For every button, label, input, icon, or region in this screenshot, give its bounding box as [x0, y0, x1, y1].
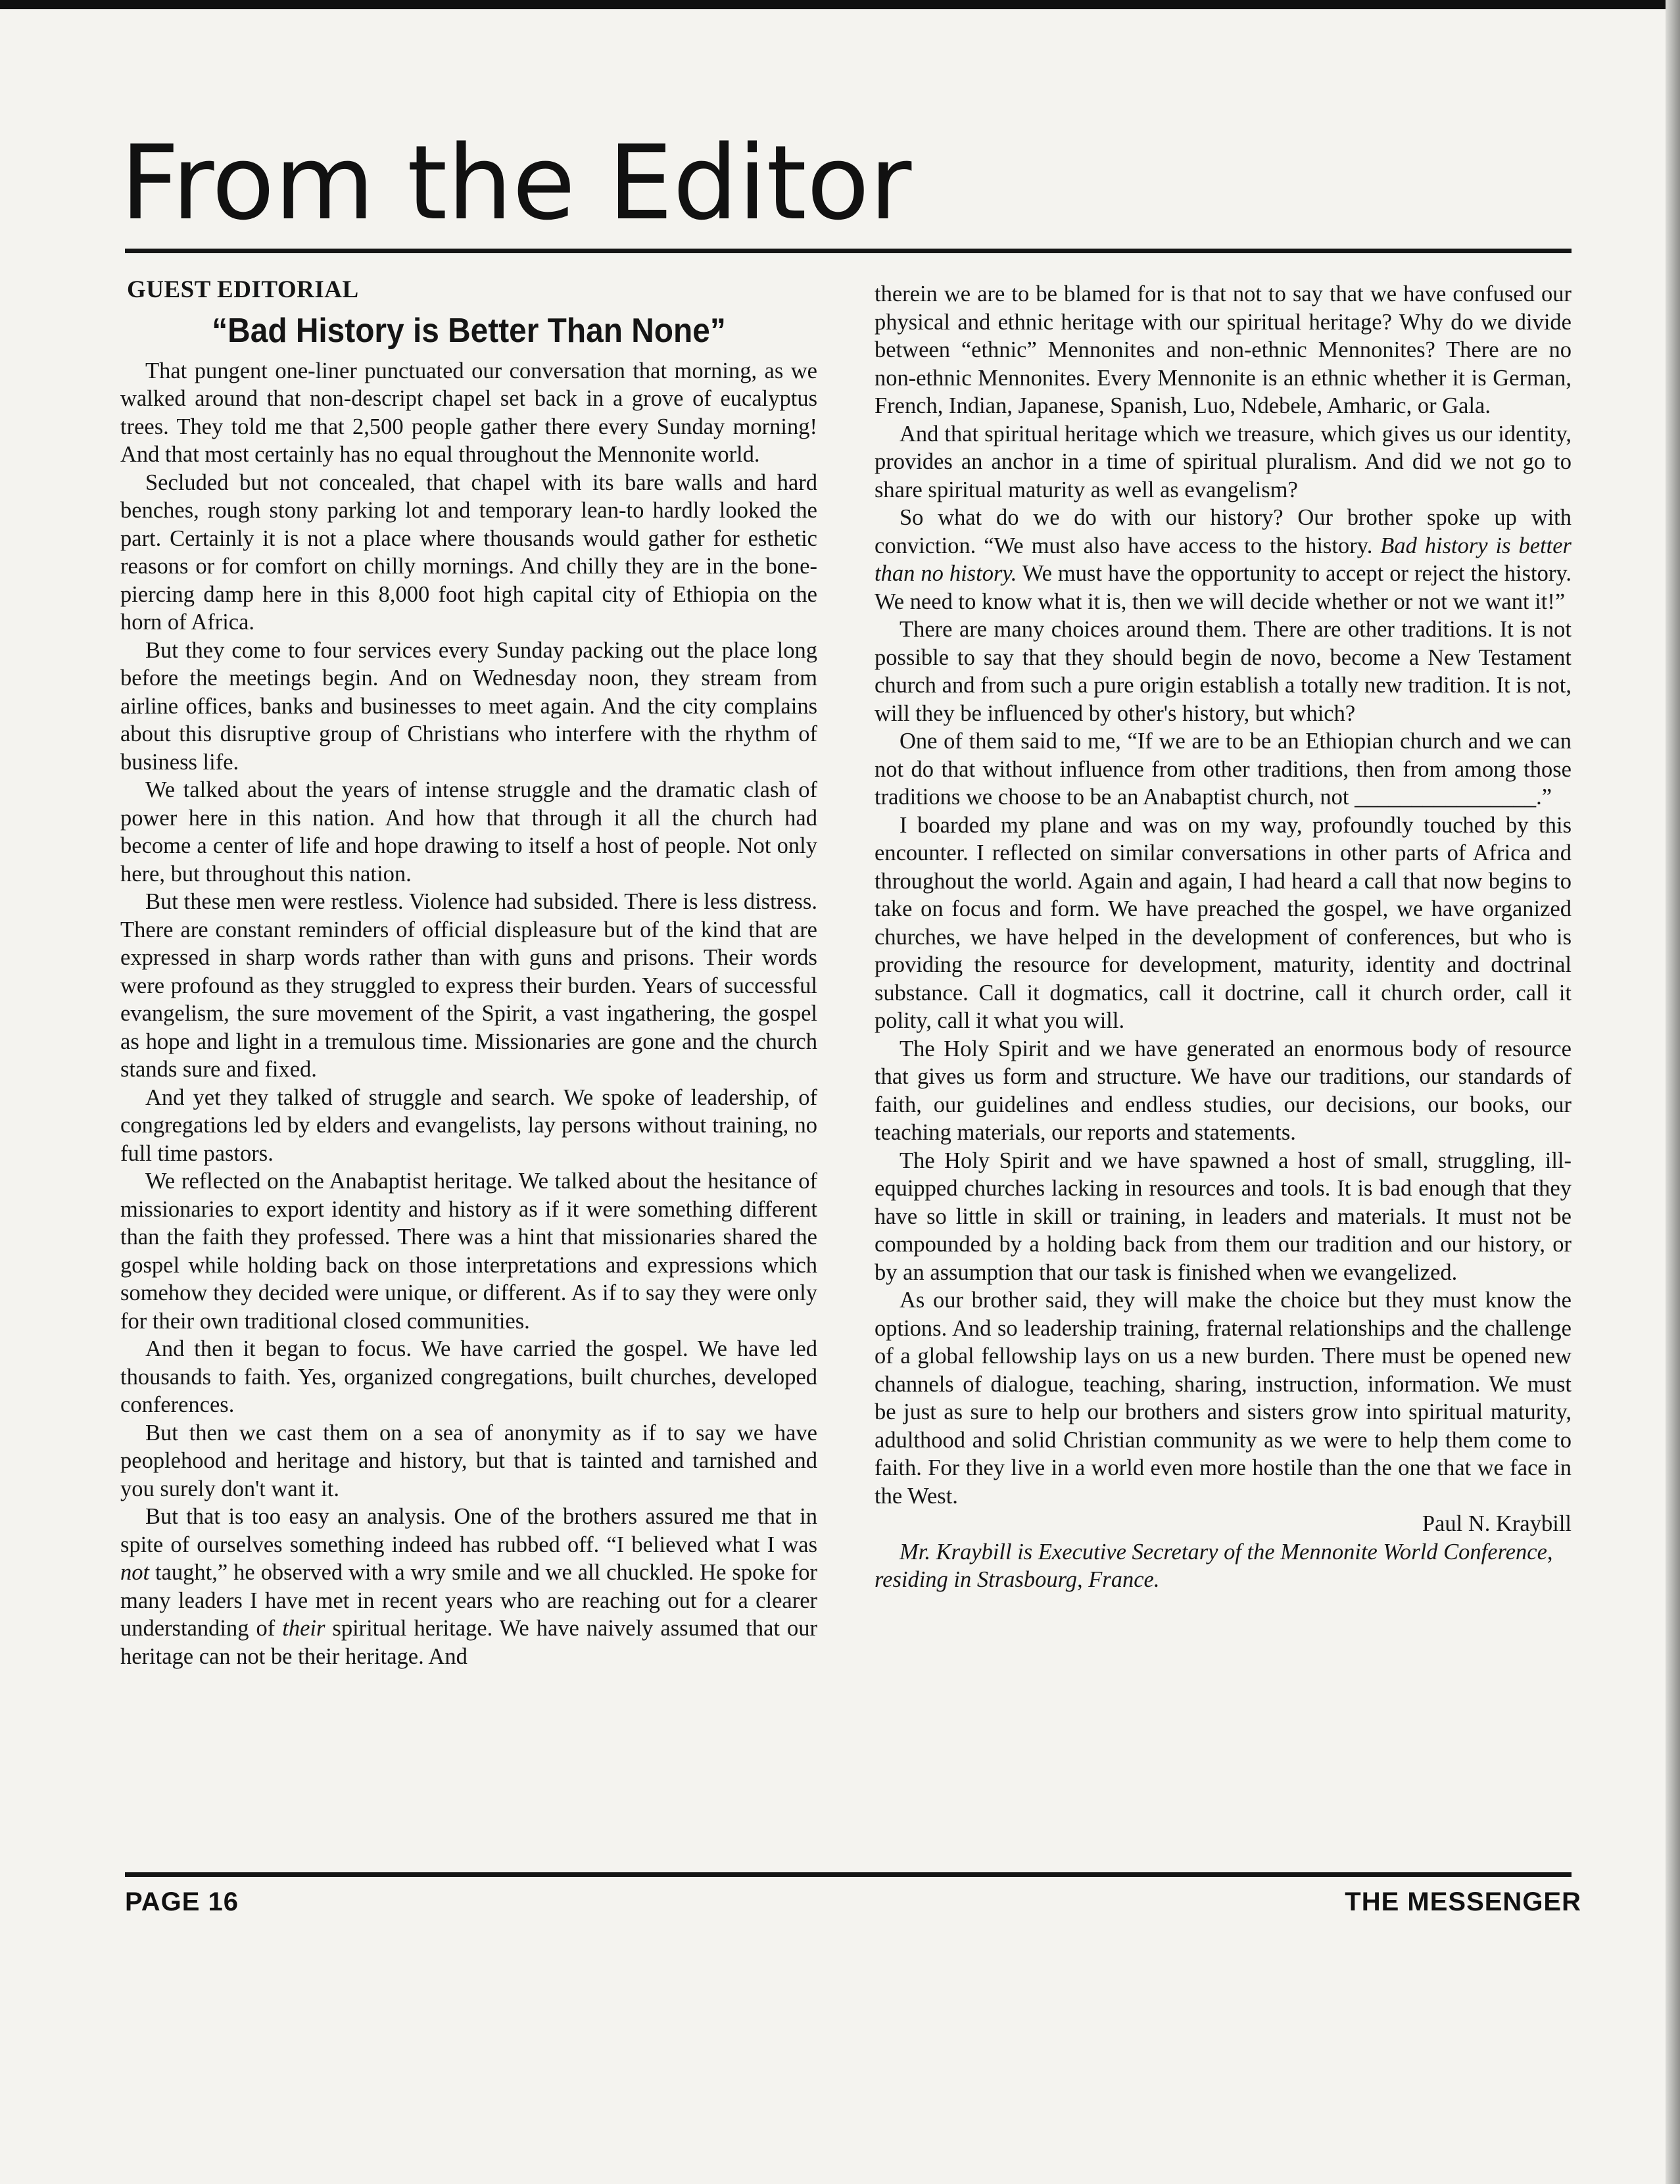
paragraph: The Holy Spirit and we have generated an enormous body of resource that gives us form and structure. We have our traditions, our standards of faith, our guidelines and endless studies, our decisions, our books, our teaching materials, our reports and statements.: [875, 1036, 1572, 1145]
paragraph: And yet they talked of struggle and search. We spoke of leadership, of congregations led by elders and evangelists, lay persons without training, no full time pastors.: [120, 1084, 817, 1166]
left-column: [120, 276, 817, 1670]
paragraph: We talked about the years of intense struggle and the dramatic clash of power here in this nation. And how that through it all the church had become a center of life and hope drawing to itself a host of people. Not only here, but throughout this nation.: [120, 777, 817, 886]
headline: “Bad History is Better Than None”: [212, 311, 726, 350]
page-title: From the Editor: [120, 123, 912, 243]
author-signature: Paul N. Kraybill: [1422, 1511, 1572, 1536]
emphasis: their: [282, 1616, 325, 1641]
text-run: spiritual heritage. We have naively assumed that our heritage can not be their heritage. And: [120, 1616, 817, 1669]
paragraph: But these men were restless. Violence had subsided. There is less distress. There are constant reminders of official displeasure but of the kind that are expressed in sharp words rather than with guns and prisons. Their words were profound as they struggled to express their burden. Years of successful evangelism, the sure movement of the Spirit, a vast ingathering, the gospel as hope and light in a tremulous time. Missionaries are gone and the church stands sure and fixed.: [120, 889, 817, 1082]
emphasis: not: [120, 1560, 150, 1585]
text-run: But that is too easy an analysis. One of the brothers assured me that in spite of ourselves something indeed has rubbed off. “I believed what I was: [120, 1504, 817, 1557]
paragraph: [875, 504, 1572, 616]
paragraph: The Holy Spirit and we have spawned a host of small, struggling, ill-equipped churches lacking in resources and tools. It is bad enough that they have so little in skill or training, in leaders and materials. It must not be compounded by a holding back from them our tradition and our history, or by an assumption that our task is finished when we evangelized.: [875, 1148, 1572, 1285]
text-run: taught,” he observed with a wry smile and we all chuckled. He spoke for many leaders I have met in recent years who are reaching out for a clearer understanding of: [120, 1560, 817, 1641]
kicker: GUEST EDITORIAL: [127, 276, 359, 303]
text-run: So what do we do with our history? Our brother spoke up with conviction. “We must also have access to the history.: [875, 505, 1572, 558]
paragraph: That pungent one-liner punctuated our conversation that morning, as we walked around that non-descript chapel set back in a grove of eucalyptus trees. They told me that 2,500 people gather there every Sunday morning! And that most certainly has no equal throughout the Mennonite world.: [120, 358, 817, 467]
right-column: [875, 280, 1572, 1594]
emphasis: Bad history is better than no history.: [875, 533, 1572, 586]
paragraph: And that spiritual heritage which we treasure, which gives us our identity, provides an anchor in a time of spiritual pluralism. And did we not go to share spiritual maturity as well as evangelism?: [875, 421, 1572, 502]
publication-name: THE MESSENGER: [1345, 1887, 1581, 1916]
paragraph: [120, 1503, 817, 1670]
paragraph: But they come to four services every Sunday packing out the place long before the meetings begin. And on Wednesday noon, they stream from airline offices, banks and businesses to meet again. And the city complains about this disruptive group of Christians who interfere with the rhythm of business life.: [120, 637, 817, 775]
paragraph: One of them said to me, “If we are to be an Ethiopian church and we can not do that without influence from other traditions, then from among those traditions we choose to be an Anabaptist church, not ________________.”: [875, 729, 1572, 810]
paragraph: But then we cast them on a sea of anonymity as if to say we have peoplehood and heritage and history, but that is tainted and tarnished and you surely don't want it.: [120, 1420, 817, 1501]
scan-edge-top: [0, 0, 1680, 9]
page-number: PAGE 16: [125, 1887, 239, 1916]
paragraph: therein we are to be blamed for is that not to say that we have confused our physical and ethnic heritage with our spiritual heritage? Why do we divide between “ethnic” Mennonites and non-ethnic Mennonites? There are no non-ethnic Mennonites. Every Mennonite is an ethnic whether it is German, French, Indian, Japanese, Spanish, Luo, Ndebele, Amharic, or Gala.: [875, 281, 1572, 418]
paragraph: Secluded but not concealed, that chapel with its bare walls and hard benches, rough stony parking lot and temporary lean-to hardly looked the part. Certainly it is not a place where thousands would gather for esthetic reasons or for comfort on chilly mornings. And chilly they are in the bone-piercing damp here in this 8,000 foot high capital city of Ethiopia on the horn of Africa.: [120, 470, 817, 635]
top-rule: [125, 249, 1572, 253]
paragraph: There are many choices around them. There are other traditions. It is not possible to say that they should begin de novo, become a New Testament church and from such a pure origin establish a totally new tradition. It is not, will they be influenced by other's history, but which?: [875, 617, 1572, 726]
author-bio: Mr. Kraybill is Executive Secretary of the Mennonite World Conference, residing in Strasbourg, France.: [875, 1539, 1553, 1592]
paragraph: And then it began to focus. We have carried the gospel. We have led thousands to faith. Yes, organized congregations, built churches, developed conferences.: [120, 1336, 817, 1417]
paragraph: I boarded my plane and was on my way, profoundly touched by this encounter. I reflected on similar conversations in other parts of Africa and throughout the world. Again and again, I had heard a call that now begins to take on focus and form. We have preached the gospel, we have organized churches, we have helped in the development of conferences, but who is providing the resource for development, maturity, identity and doctrinal substance. Call it dogmatics, call it doctrine, call it church order, call it polity, call it what you will.: [875, 812, 1572, 1033]
text-run: We must have the opportunity to accept or reject the history. We need to know what it is, then we will decide whether or not we want it!”: [875, 561, 1572, 614]
scan-edge-right: [1666, 0, 1680, 2184]
paragraph: We reflected on the Anabaptist heritage. We talked about the hesitance of missionaries to export identity and history as if it were something different than the faith they professed. There was a hint that missionaries shared the gospel while holding back on those interpretations and expressions which somehow they decided were unique, or different. As if to say they were only for their own traditional closed communities.: [120, 1169, 817, 1334]
bottom-rule: [125, 1872, 1572, 1877]
paragraph: As our brother said, they will make the choice but they must know the options. And so leadership training, fraternal relationships and the challenge of a global fellowship lays on us a new burden. There must be opened new channels of dialogue, teaching, sharing, instruction, information. We must be just as sure to help our brothers and sisters grow into spiritual maturity, adulthood and solid Christian community as we were to help them come to faith. For they live in a world even more hostile than the one that we face in the West.: [875, 1288, 1572, 1509]
